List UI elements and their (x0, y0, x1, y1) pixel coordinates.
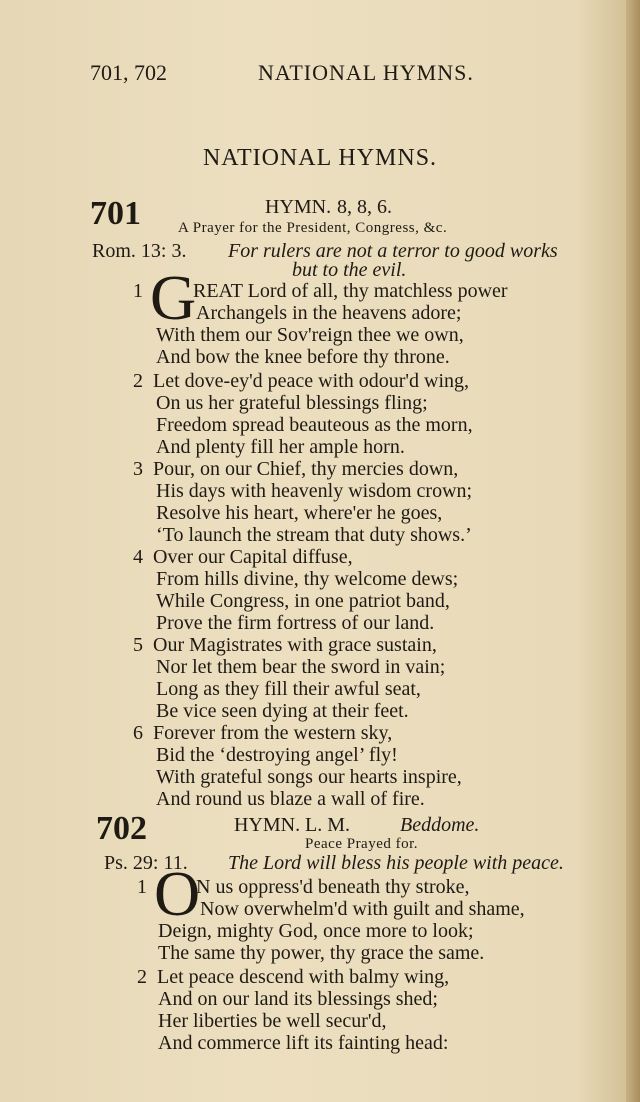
verse-line: Let dove-ey'd peace with odour'd wing, (153, 370, 469, 392)
scripture-reference: Ps. 29: 11. (104, 852, 188, 874)
scripture-reference: Rom. 13: 3. (92, 240, 187, 262)
verse-line: ‘To launch the stream that duty shows.’ (156, 524, 472, 546)
scripture-quote: For rulers are not a terror to good works (228, 240, 558, 262)
stanza-number: 1 (137, 876, 147, 898)
hymn-number: 702 (96, 810, 147, 847)
verse-line: Bid the ‘destroying angel’ fly! (156, 744, 398, 766)
verse-line: Resolve his heart, where'er he goes, (156, 502, 443, 524)
hymn-meter: L. M. (305, 814, 350, 836)
verse-line: Be vice seen dying at their feet. (156, 700, 409, 722)
verse-line: And round us blaze a wall of fire. (156, 788, 425, 810)
verse-line: Her liberties be well secur'd, (158, 1010, 387, 1032)
hymn-heading: HYMN. (234, 814, 301, 836)
verse-line: And on our land its blessings shed; (158, 988, 438, 1010)
verse-line: On us her grateful blessings fling; (156, 392, 428, 414)
verse-line: With grateful songs our hearts inspire, (156, 766, 462, 788)
hymn-subtitle: Peace Prayed for. (305, 836, 419, 852)
running-head-numbers: 701, 702 (90, 60, 167, 85)
stanza-number: 4 (133, 546, 143, 568)
verse-line: And bow the knee before thy throne. (156, 346, 450, 368)
verse-line: Prove the firm fortress of our land. (156, 612, 435, 634)
verse-line: Forever from the western sky, (153, 722, 393, 744)
stanza-number: 1 (133, 280, 143, 302)
stanza-number: 6 (133, 722, 143, 744)
verse-line: With them our Sov'reign thee we own, (156, 324, 464, 346)
verse-line: And commerce lift its fainting head: (158, 1032, 449, 1054)
verse-line: Archangels in the heavens adore; (196, 302, 462, 324)
stanza-number: 2 (133, 370, 143, 392)
verse-line: REAT Lord of all, thy matchless power (193, 280, 508, 302)
verse-line: From hills divine, thy welcome dews; (156, 568, 459, 590)
verse-line: Freedom spread beauteous as the morn, (156, 414, 473, 436)
verse-line: Over our Capital diffuse, (153, 546, 353, 568)
verse-line: Pour, on our Chief, thy mercies down, (153, 458, 459, 480)
hymn-composer: Beddome. (400, 814, 480, 836)
hymn-meter: 8, 8, 6. (337, 196, 392, 218)
verse-line: The same thy power, thy grace the same. (158, 942, 485, 964)
verse-line: Our Magistrates with grace sustain, (153, 634, 437, 656)
verse-line: Nor let them bear the sword in vain; (156, 656, 446, 678)
hymn-heading: HYMN. (265, 196, 332, 218)
hymn-number: 701 (90, 195, 141, 232)
drop-cap: G (150, 262, 197, 333)
stanza-number: 2 (137, 966, 147, 988)
verse-line: Deign, mighty God, once more to look; (158, 920, 474, 942)
running-head (90, 60, 580, 90)
drop-cap: O (154, 858, 201, 929)
verse-line: Let peace descend with balmy wing, (157, 966, 450, 988)
running-head-title: NATIONAL HYMNS. (258, 60, 474, 85)
scripture-quote: The Lord will bless his people with peace. (228, 852, 564, 874)
verse-line: And plenty fill her ample horn. (156, 436, 405, 458)
hymn-subtitle: A Prayer for the President, Congress, &c. (178, 220, 448, 236)
verse-line: Long as they fill their awful seat, (156, 678, 421, 700)
scripture-quote-continued: but to the evil. (292, 259, 407, 281)
verse-line: His days with heavenly wisdom crown; (156, 480, 473, 502)
section-title: NATIONAL HYMNS. (202, 145, 438, 171)
stanza-number: 3 (133, 458, 143, 480)
verse-line: Now overwhelm'd with guilt and shame, (200, 898, 525, 920)
stanza-number: 5 (133, 634, 143, 656)
verse-line: N us oppress'd beneath thy stroke, (196, 876, 470, 898)
verse-line: While Congress, in one patriot band, (156, 590, 450, 612)
